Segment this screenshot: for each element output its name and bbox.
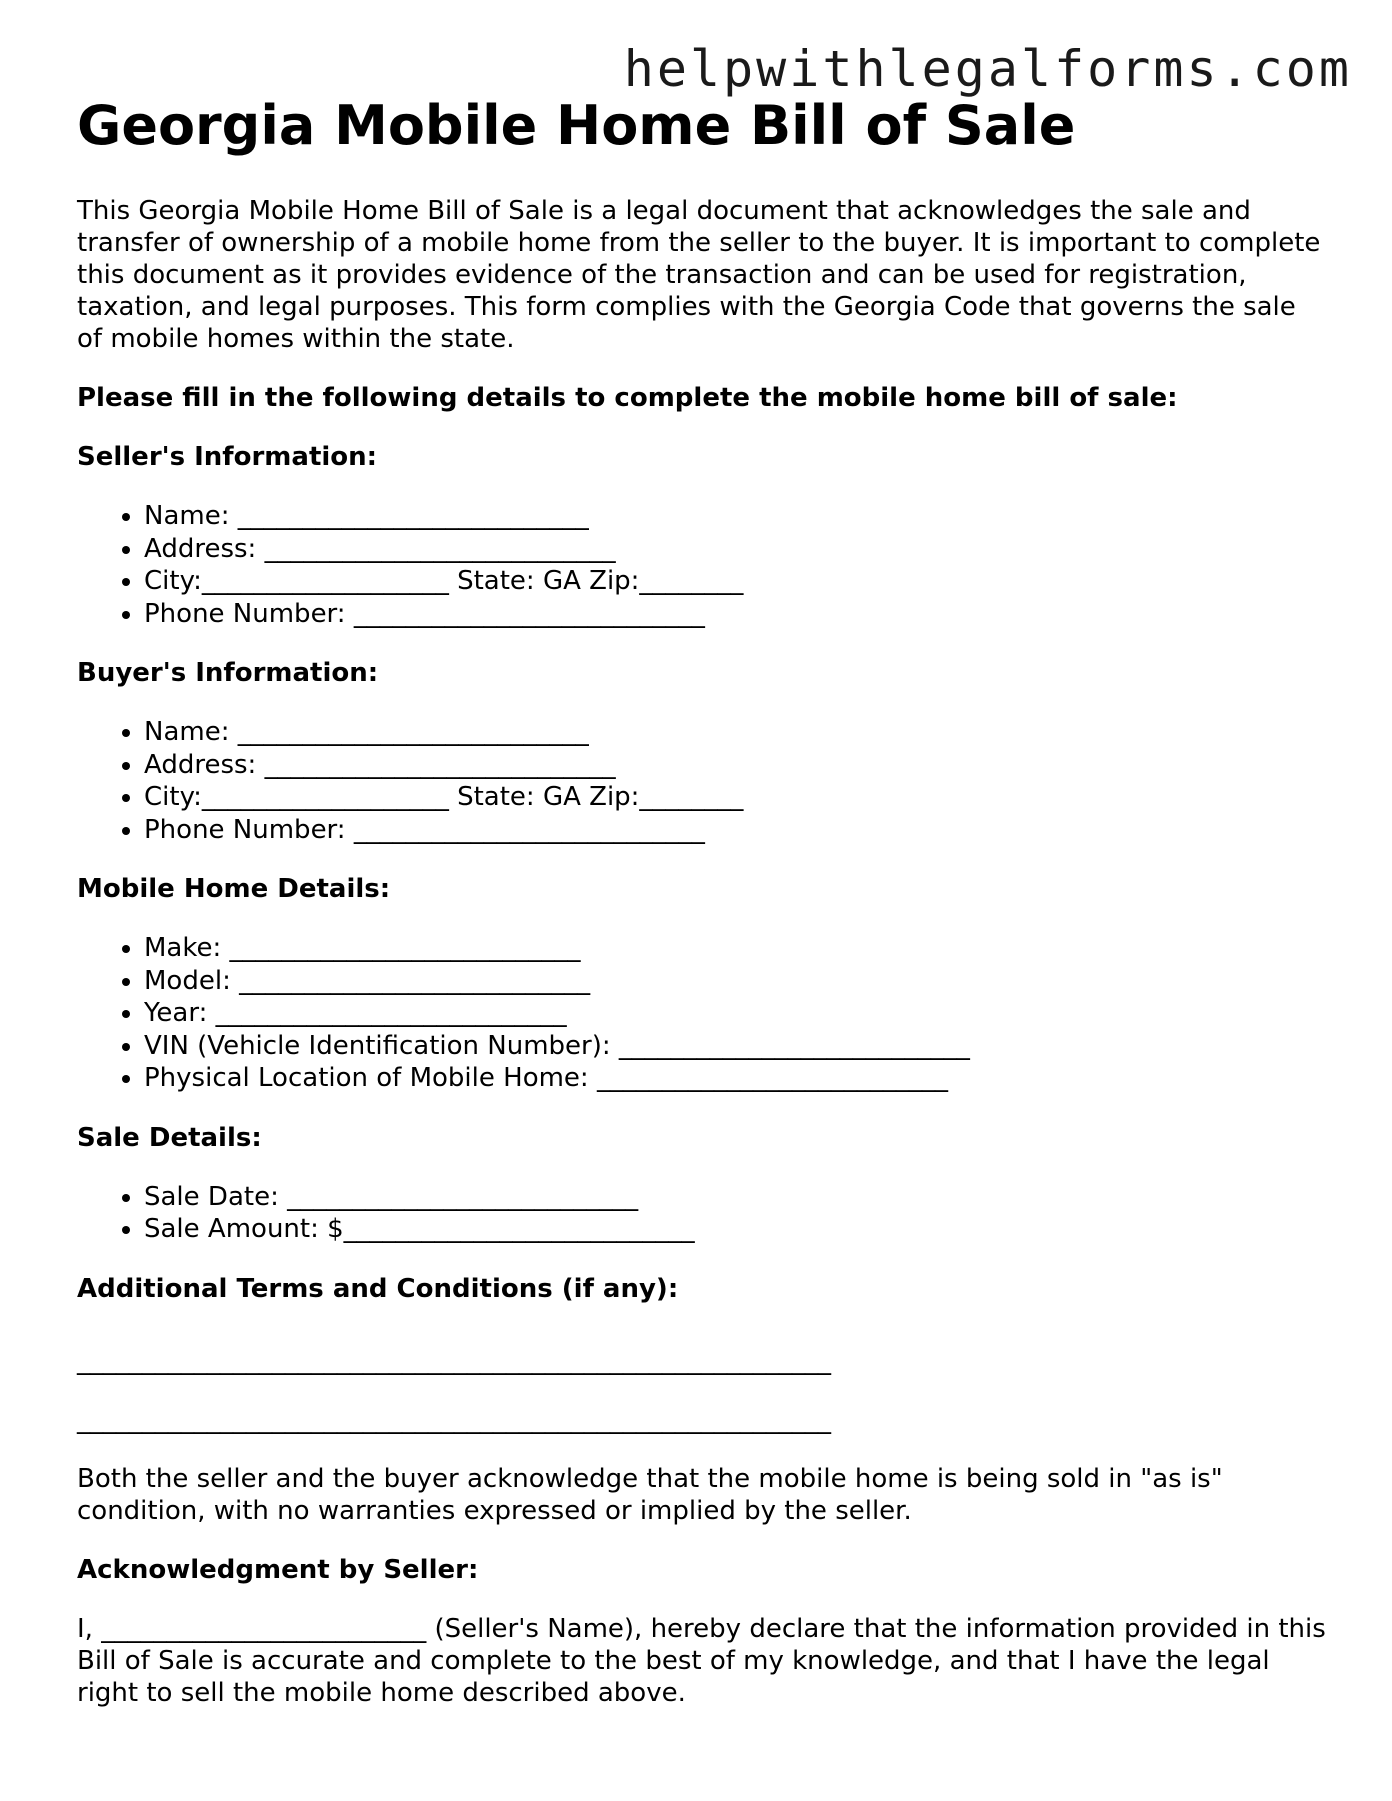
page-title: Georgia Mobile Home Bill of Sale	[77, 94, 1076, 157]
buyer-phone-field[interactable]: • Phone Number: ___________________________	[144, 814, 1327, 847]
seller-address-field[interactable]: • Address: ___________________________	[144, 533, 1327, 566]
buyer-city-state-zip-field[interactable]: • City:___________________ State: GA Zip:________	[144, 781, 1327, 814]
sale-date-field[interactable]: • Sale Date: ___________________________	[144, 1181, 1327, 1214]
home-fields	[77, 932, 1327, 1095]
terms-line-1[interactable]: __________________________________________________________	[77, 1345, 831, 1376]
terms-heading: Additional Terms and Conditions (if any):	[77, 1273, 679, 1304]
document-page	[77, 96, 1327, 1736]
sale-fields	[77, 1181, 1327, 1246]
ack-paragraph[interactable]: I, _________________________ (Seller's Name), hereby declare that the information provided in this Bill of Sale is accurate and complete to the best of my knowledge, and that I have the legal right to sell the mobile home described above.	[77, 1613, 1326, 1708]
seller-city-state-zip-field[interactable]: • City:___________________ State: GA Zip:________	[144, 565, 1327, 598]
buyer-fields	[77, 716, 1327, 846]
buyer-name-field[interactable]: • Name: ___________________________	[144, 716, 1327, 749]
seller-name-field[interactable]: • Name: ___________________________	[144, 500, 1327, 533]
ack-heading: Acknowledgment by Seller:	[77, 1554, 479, 1585]
seller-phone-field[interactable]: • Phone Number: ___________________________	[144, 598, 1327, 631]
buyer-heading: Buyer's Information:	[77, 658, 379, 689]
buyer-address-field[interactable]: • Address: ___________________________	[144, 749, 1327, 782]
seller-heading: Seller's Information:	[77, 442, 378, 473]
home-heading: Mobile Home Details:	[77, 874, 391, 905]
intro-paragraph: This Georgia Mobile Home Bill of Sale is a legal document that acknowledges the sale and transfer of ownership of a mobile home from the seller to the buyer. It is important to complete this document as it provides evidence of the transaction and can be used for registration, taxation, and legal purposes. This form complies with the Georgia Code that governs the sale of mobile homes within the state.	[77, 196, 1321, 355]
home-model-field[interactable]: • Model: ___________________________	[144, 965, 1327, 998]
as-is-paragraph: Both the seller and the buyer acknowledge that the mobile home is being sold in "as is" condition, with no warranties expressed or implied by the seller.	[77, 1463, 1223, 1526]
seller-fields	[77, 500, 1327, 630]
terms-line-2[interactable]: __________________________________________________________	[77, 1404, 831, 1435]
home-make-field[interactable]: • Make: ___________________________	[144, 932, 1327, 965]
instruction-text: Please fill in the following details to complete the mobile home bill of sale:	[77, 383, 1178, 414]
site-watermark: helpwithlegalforms.com	[623, 40, 1352, 98]
home-vin-field[interactable]: • VIN (Vehicle Identification Number): ___________________________	[144, 1030, 1327, 1063]
terms-lines	[77, 1345, 1327, 1436]
sale-heading: Sale Details:	[77, 1122, 262, 1153]
home-year-field[interactable]: • Year: ___________________________	[144, 997, 1327, 1030]
home-location-field[interactable]: • Physical Location of Mobile Home: ___________________________	[144, 1062, 1327, 1095]
sale-amount-field[interactable]: • Sale Amount: $___________________________	[144, 1213, 1327, 1246]
